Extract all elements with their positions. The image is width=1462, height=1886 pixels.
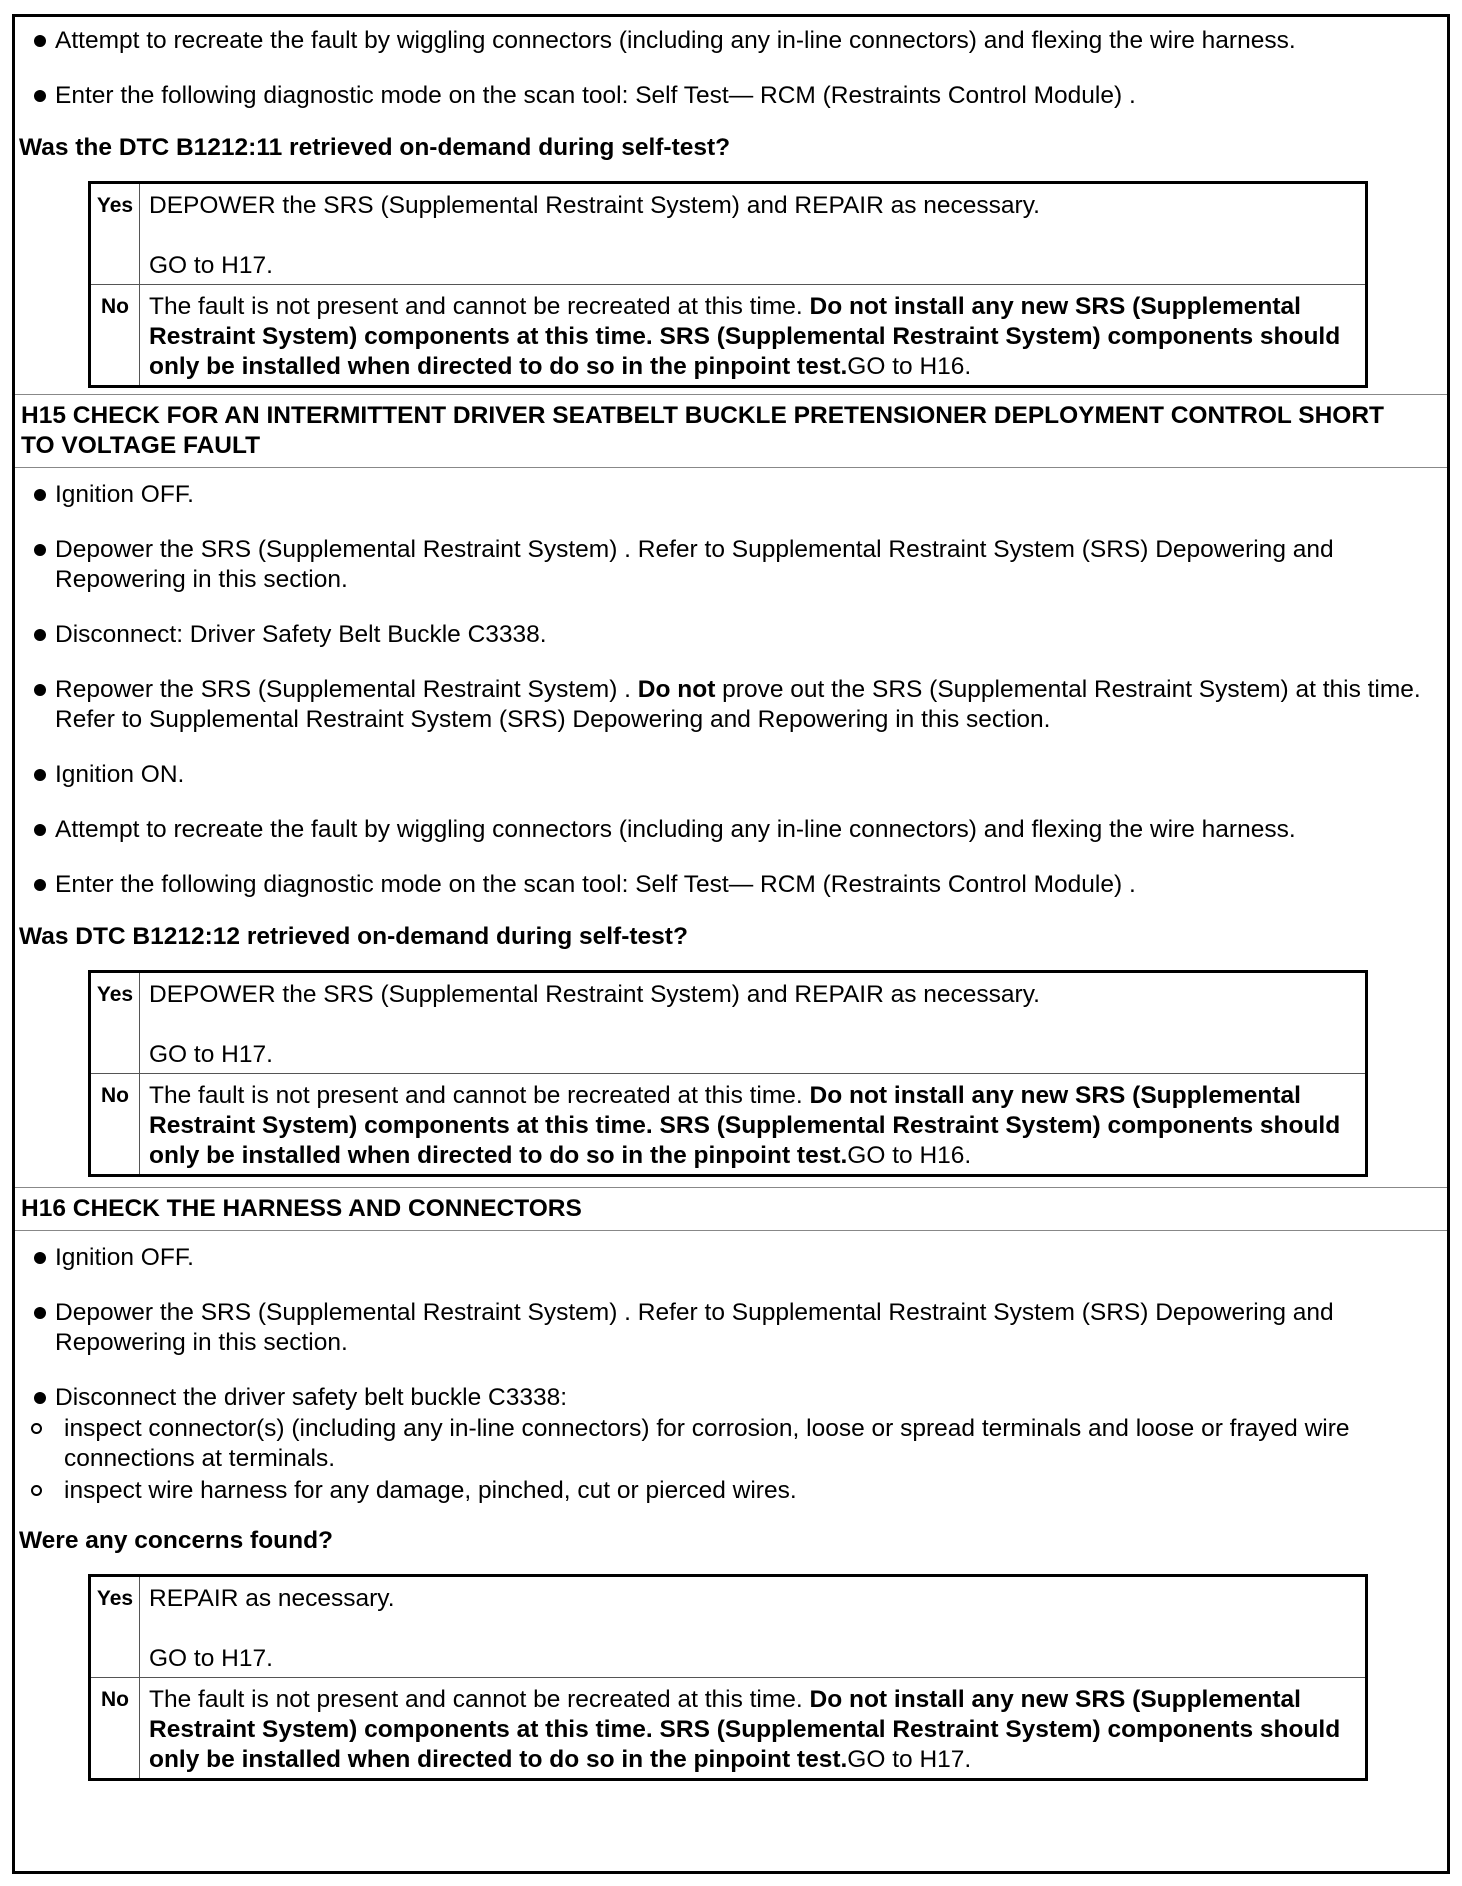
no-label: No	[90, 285, 140, 387]
yes-no-table	[88, 181, 1368, 388]
step-item: Ignition OFF.	[15, 1243, 1447, 1273]
step-item: Ignition OFF.	[15, 480, 1447, 510]
step-list	[15, 26, 1447, 111]
no-row	[90, 285, 1367, 387]
yes-label: Yes	[90, 1576, 140, 1678]
step-item: Depower the SRS (Supplemental Restraint System) . Refer to Supplemental Restraint System (SRS) Depowering and Repowering in this section.	[15, 1298, 1447, 1358]
step-item: Depower the SRS (Supplemental Restraint System) . Refer to Supplemental Restraint System (SRS) Depowering and Repowering in this section.	[15, 535, 1447, 595]
no-action-warning: Do not install any new SRS (Supplemental Restraint System) components at this time. SRS (Supplemental Restraint System) components should only be installed when directed to do so in the pinpoint test.	[149, 293, 1341, 380]
yes-action-line: DEPOWER the SRS (Supplemental Restraint System) and REPAIR as necessary.	[149, 192, 1040, 219]
yes-action	[140, 183, 1367, 285]
sub-step-list	[15, 1414, 1423, 1506]
sub-step-item: inspect connector(s) (including any in-line connectors) for corrosion, loose or spread terminals and loose or frayed wire connections at terminals.	[15, 1414, 1423, 1474]
step-item: Attempt to recreate the fault by wiggling connectors (including any in-line connectors) and flexing the wire harness.	[15, 26, 1447, 56]
step-item: Disconnect: Driver Safety Belt Buckle C3338.	[15, 620, 1447, 650]
sub-step-item: inspect wire harness for any damage, pinched, cut or pierced wires.	[15, 1476, 1423, 1506]
section-heading: H15 CHECK FOR AN INTERMITTENT DRIVER SEATBELT BUCKLE PRETENSIONER DEPLOYMENT CONTROL SHORT TO VOLTAGE FAULT	[15, 394, 1447, 468]
yes-action-line: REPAIR as necessary.	[149, 1585, 395, 1612]
step-item: Ignition ON.	[15, 760, 1447, 790]
step-list	[15, 1243, 1447, 1506]
no-action	[140, 1678, 1367, 1780]
yes-action	[140, 1576, 1367, 1678]
yes-goto: GO to H17.	[149, 1041, 273, 1068]
yes-label: Yes	[90, 183, 140, 285]
no-action-warning: Do not install any new SRS (Supplemental Restraint System) components at this time. SRS (Supplemental Restraint System) components should only be installed when directed to do so in the pinpoint test.	[149, 1082, 1341, 1169]
no-action-warning: Do not install any new SRS (Supplemental Restraint System) components at this time. SRS (Supplemental Restraint System) components should only be installed when directed to do so in the pinpoint test.	[149, 1686, 1341, 1773]
step-item: Attempt to recreate the fault by wiggling connectors (including any in-line connectors) and flexing the wire harness.	[15, 815, 1447, 845]
no-action	[140, 1074, 1367, 1176]
yes-row	[90, 972, 1367, 1074]
section-h14-continued	[15, 17, 1447, 388]
step-item: Enter the following diagnostic mode on the scan tool: Self Test— RCM (Restraints Control Module) .	[15, 81, 1447, 111]
no-action-text: The fault is not present and cannot be recreated at this time.	[149, 1686, 810, 1713]
question-text: Was the DTC B1212:11 retrieved on-demand during self-test?	[19, 134, 731, 161]
step-item: Enter the following diagnostic mode on the scan tool: Self Test— RCM (Restraints Control Module) .	[15, 870, 1447, 900]
yes-row	[90, 183, 1367, 285]
no-row	[90, 1678, 1367, 1780]
yes-goto: GO to H17.	[149, 1645, 273, 1672]
section-h15	[15, 394, 1447, 1177]
yes-no-table	[88, 1574, 1368, 1781]
yes-no-table	[88, 970, 1368, 1177]
step-list	[15, 480, 1447, 900]
no-goto: GO to H16.	[847, 1142, 972, 1169]
no-goto: GO to H17.	[847, 1746, 972, 1773]
no-label: No	[90, 1074, 140, 1176]
emphasis-text: Do not	[637, 676, 716, 703]
step-item: Disconnect the driver safety belt buckle C3338: inspect connector(s) (including any in-line connectors) for corrosion, loose or spread terminals and loose or frayed wire connections at terminals. inspect wire harness for any damage, pinched, cut or pierced wires.	[15, 1383, 1447, 1506]
no-action	[140, 285, 1367, 387]
yes-row	[90, 1576, 1367, 1678]
no-goto: GO to H16.	[847, 353, 972, 380]
no-label: No	[90, 1678, 140, 1780]
no-action-text: The fault is not present and cannot be recreated at this time.	[149, 293, 810, 320]
no-action-text: The fault is not present and cannot be recreated at this time.	[149, 1082, 810, 1109]
section-h16	[15, 1187, 1447, 1781]
question-text: Were any concerns found?	[19, 1527, 334, 1554]
document-page	[12, 14, 1450, 1874]
yes-label: Yes	[90, 972, 140, 1074]
step-item: Repower the SRS (Supplemental Restraint System) . Do not prove out the SRS (Supplemental Restraint System) at this time. Refer to Supplemental Restraint System (SRS) Depowering and Repowering in this section.	[15, 675, 1447, 735]
yes-action	[140, 972, 1367, 1074]
question-text: Was DTC B1212:12 retrieved on-demand during self-test?	[19, 923, 688, 950]
no-row	[90, 1074, 1367, 1176]
yes-action-line: DEPOWER the SRS (Supplemental Restraint System) and REPAIR as necessary.	[149, 981, 1040, 1008]
yes-goto: GO to H17.	[149, 252, 273, 279]
section-heading: H16 CHECK THE HARNESS AND CONNECTORS	[15, 1187, 1447, 1231]
